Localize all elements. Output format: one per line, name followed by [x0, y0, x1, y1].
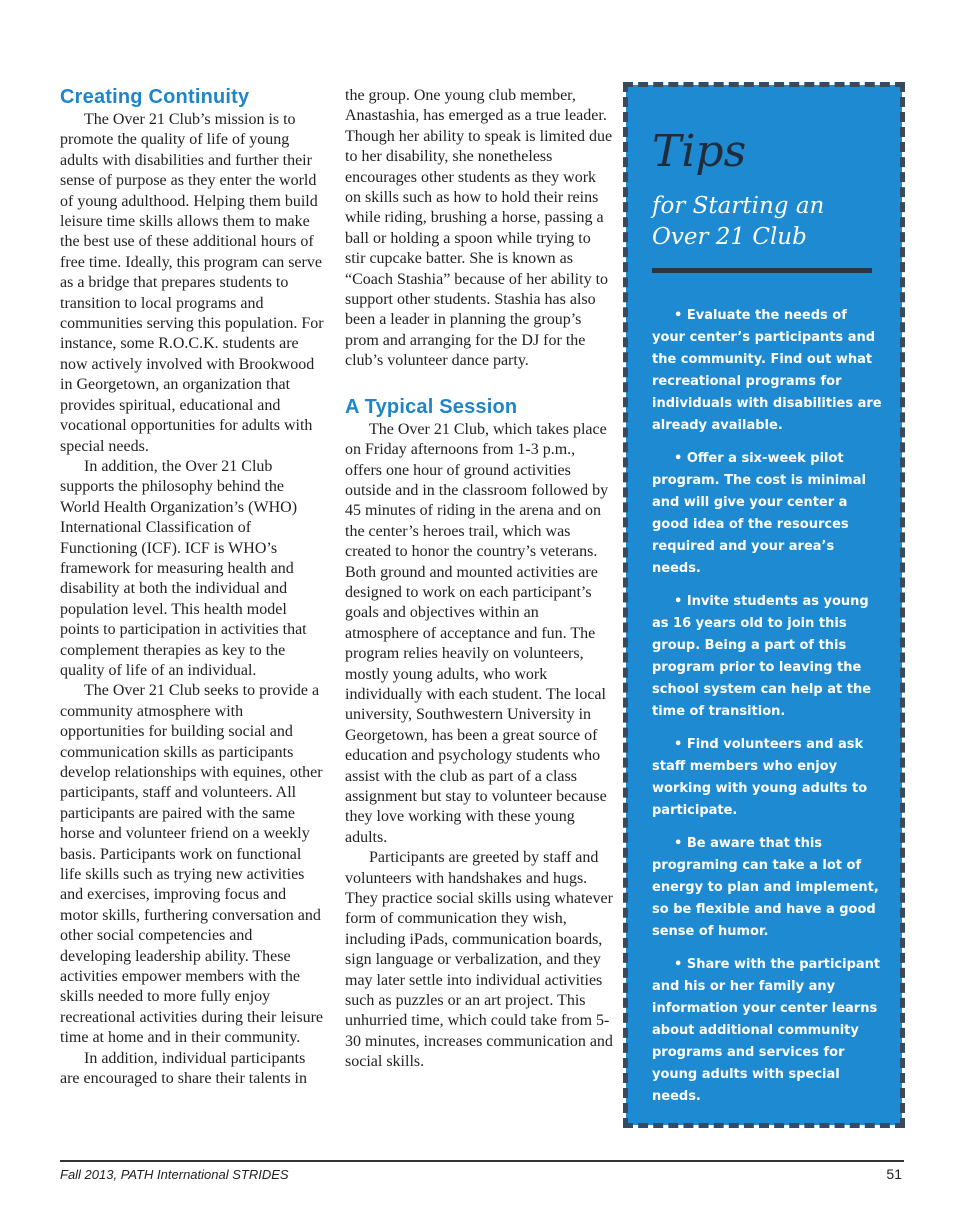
tip-item: • Offer a six-week pilot program. The cost is minimal and will give your center a good idea of the resources required and your area’s needs. — [652, 451, 866, 576]
section-heading-creating-continuity: Creating Continuity — [60, 86, 250, 108]
section-heading-typical-session: A Typical Session — [345, 395, 518, 418]
footer-publication: Fall 2013, PATH International STRIDES — [60, 1167, 289, 1182]
sidebar-divider — [652, 268, 872, 273]
tip-item: • Find volunteers and ask staff members who enjoy working with young adults to participate. — [652, 737, 868, 818]
footer-divider — [60, 1160, 904, 1162]
body-paragraph: Participants are greeted by staff and volunteers with handshakes and hugs. They practice social skills using whatever form of communication they wish, including iPads, communication boards, sign language or verbalization, and they may later settle into individual activities such as puzzles or an art project. This unhurried time, which could take from 5-30 minutes, increases communication and social skills. — [345, 849, 613, 1071]
sidebar-title: Tips — [652, 126, 747, 177]
body-paragraph: In addition, individual participants are encouraged to share their talents in — [60, 1049, 307, 1088]
body-paragraph-continued: the group. One young club member, Anastashia, has emerged as a true leader. Though her ability to speak is limited due to her disability, she nonetheless encourages other students as they work on skills such as how to hold their reins while riding, brushing a horse, passing a ball or holding a spoon while trying to stir cupcake batter. She is known as “Coach Stashia” because of her ability to support other students. Stashia has also been a leader in planning the group’s prom and arranging for the DJ for the club’s volunteer dance party. — [345, 87, 613, 370]
tips-sidebar — [626, 85, 902, 1125]
page-number: 51 — [886, 1166, 902, 1182]
tip-item: • Evaluate the needs of your center’s participants and the community. Find out what recreational programs for individuals with disabilities are already available. — [652, 308, 882, 433]
tip-item: • Invite students as young as 16 years old to join this group. Being a part of this program prior to leaving the school system can help at the time of transition. — [652, 594, 872, 719]
body-paragraph: The Over 21 Club seeks to provide a community atmosphere with opportunities for building social and communication skills as participants develop relationships with equines, other participants, staff and volunteers. All participants are paired with the same horse and volunteer friend on a weekly basis. Participants work on functional life skills such as trying new activities and exercises, improving focus and motor skills, furthering conversation and other social competencies and developing leadership ability. These activities empower members with the skills needed to more fully enjoy recreational activities during their leisure time at home and in their community. — [60, 682, 323, 1047]
sidebar-subtitle: for Starting an Over 21 Club — [652, 193, 825, 250]
left-column — [60, 84, 326, 1090]
body-paragraph: In addition, the Over 21 Club supports the philosophy behind the World Health Organization’s (WHO) International Classification of Functioning (ICF). ICF is WHO’s framework for measuring health and disability at both the individual and population level. This health model points to participation in activities that complement therapies as key to the quality of life of an individual. — [60, 457, 307, 679]
body-paragraph: The Over 21 Club’s mission is to promote the quality of life of young adults with disabilities and further their sense of purpose as they enter the world of young adulthood. Helping them build leisure time skills allows them to make the best use of these additional hours of free time. Ideally, this program can serve as a bridge that prepares students to transition to local programs and communities serving this population. For instance, some R.O.C.K. students are now actively involved with Brookwood in Georgetown, an organization that provides spiritual, educational and vocational opportunities for adults with special needs. — [60, 111, 324, 455]
tips-list — [652, 305, 882, 1119]
tip-item: • Be aware that this programing can take a lot of energy to plan and implement, so be flexible and have a good sense of humor. — [652, 836, 879, 939]
body-paragraph: The Over 21 Club, which takes place on Friday afternoons from 1-3 p.m., offers one hour of ground activities outside and in the classroom followed by 45 minutes of riding in the arena and on the center’s heroes trail, which was created to honor the country’s veterans. Both ground and mounted activities are designed to work on each participant’s goals and objectives within an atmosphere of acceptance and fun. The program relies heavily on volunteers, mostly young adults, who work individually with each student. The local university, Southwestern University in Georgetown, has been a great source of education and psychology students who assist with the club as part of a class assignment but stay to volunteer because they love working with these young adults. — [345, 420, 609, 846]
middle-column — [345, 86, 613, 1073]
tip-item: • Share with the participant and his or her family any information your center learns about additional community programs and services for young adults with special needs. — [652, 957, 881, 1104]
